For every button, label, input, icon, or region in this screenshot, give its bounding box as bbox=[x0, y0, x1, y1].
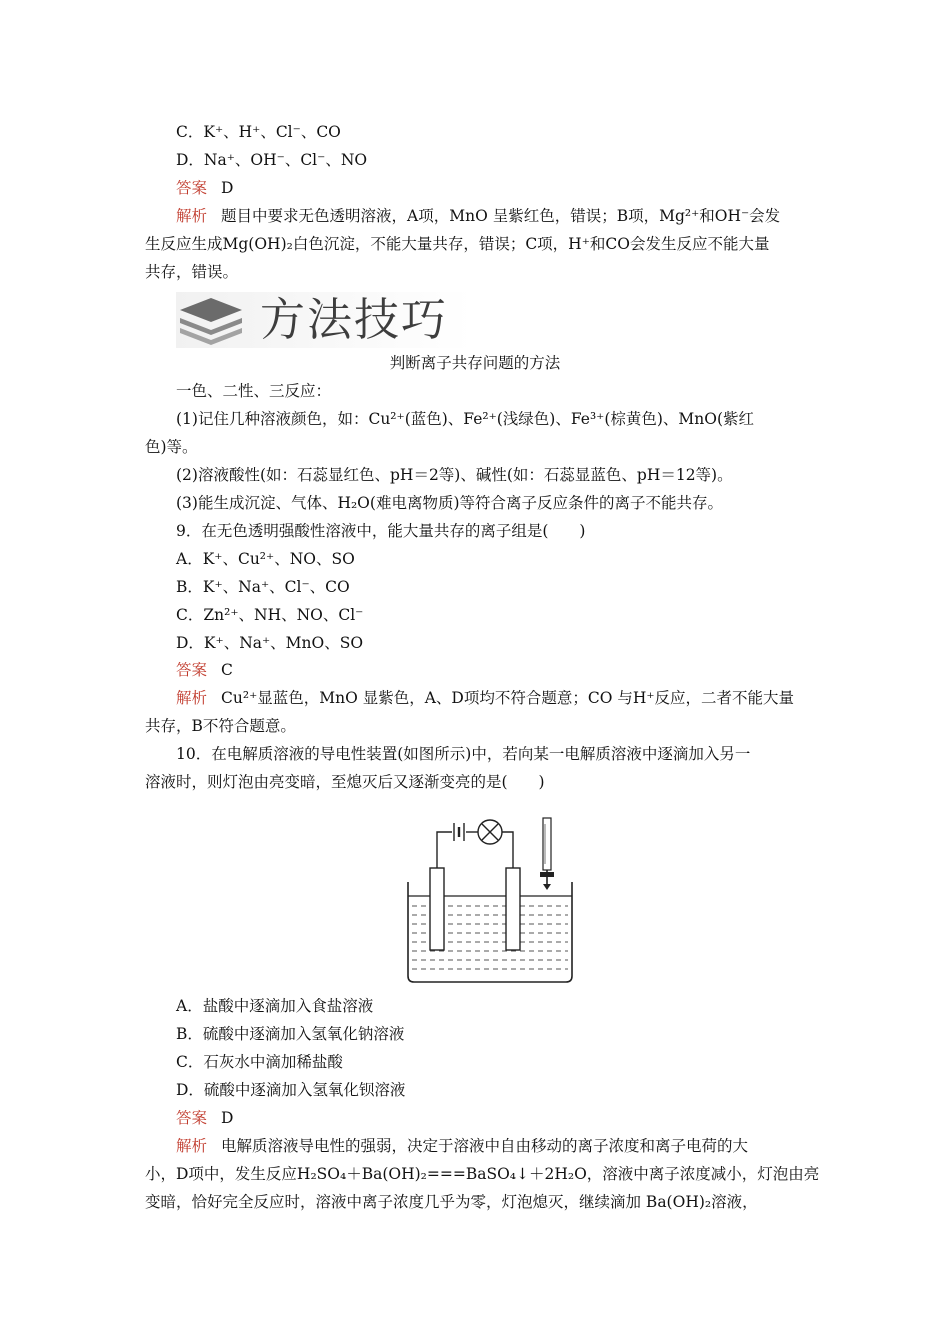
answer-value: D bbox=[221, 1109, 234, 1127]
answer-label: 答案 bbox=[176, 179, 208, 197]
method-item-1-line-2: 色)等。 bbox=[145, 438, 198, 456]
q10-analysis-line-1 bbox=[176, 1136, 748, 1156]
stacked-layers-icon bbox=[176, 292, 246, 348]
q8-option-c: C．K⁺、H⁺、Cl⁻、CO bbox=[176, 123, 341, 141]
q10-analysis-line-3: 变暗，恰好完全反应时，溶液中离子浓度几乎为零，灯泡熄灭，继续滴加 Ba(OH)₂溶液， bbox=[145, 1193, 758, 1211]
q10-stem-line-1: 10．在电解质溶液的导电性装置(如图所示)中，若向某一电解质溶液中逐滴加入另一 bbox=[176, 745, 751, 763]
q9-option-d: D．K⁺、Na⁺、MnO、SO bbox=[176, 634, 364, 652]
conductivity-apparatus-figure bbox=[396, 796, 592, 992]
q9-option-a: A．K⁺、Cu²⁺、NO、SO bbox=[176, 550, 355, 568]
q9-option-b: B．K⁺、Na⁺、Cl⁻、CO bbox=[176, 578, 350, 596]
analysis-label: 解析 bbox=[176, 207, 208, 225]
banner-title: 方法技巧 bbox=[260, 293, 449, 346]
method-intro: 一色、二性、三反应： bbox=[176, 382, 332, 400]
analysis-text: Cu²⁺显蓝色，MnO 显紫色，A、D项均不符合题意；CO 与H⁺反应，二者不能大量 bbox=[221, 689, 795, 707]
q10-answer bbox=[176, 1108, 233, 1128]
q8-analysis-line-2: 生反应生成Mg(OH)₂白色沉淀，不能大量共存，错误；C项，H⁺和CO会发生反应不能大量 bbox=[145, 235, 770, 253]
q8-option-d: D．Na⁺、OH⁻、Cl⁻、NO bbox=[176, 151, 368, 169]
analysis-text: 电解质溶液导电性的强弱，决定于溶液中自由移动的离子浓度和离子电荷的大 bbox=[221, 1137, 749, 1155]
q9-option-c: C．Zn²⁺、NH、NO、Cl⁻ bbox=[176, 606, 364, 624]
q10-option-c: C．石灰水中滴加稀盐酸 bbox=[176, 1053, 343, 1071]
method-subtitle: 判断离子共存问题的方法 bbox=[389, 354, 561, 372]
q9-analysis-line-2: 共存，B不符合题意。 bbox=[145, 717, 296, 735]
analysis-label: 解析 bbox=[176, 1137, 208, 1155]
method-item-2: (2)溶液酸性(如：石蕊显红色、pH＝2等)、碱性(如：石蕊显蓝色、pH＝12等)。 bbox=[176, 466, 733, 484]
answer-label: 答案 bbox=[176, 661, 208, 679]
apparatus-diagram bbox=[396, 796, 592, 992]
q8-analysis-line-3: 共存，错误。 bbox=[145, 263, 239, 281]
q8-analysis-line-1 bbox=[176, 206, 780, 226]
q10-option-d: D．硫酸中逐滴加入氢氧化钡溶液 bbox=[176, 1081, 406, 1099]
q10-stem-line-2: 溶液时，则灯泡由亮变暗，至熄灭后又逐渐变亮的是( ) bbox=[145, 773, 545, 791]
q9-answer bbox=[176, 660, 233, 680]
q10-option-b: B．硫酸中逐滴加入氢氧化钠溶液 bbox=[176, 1025, 405, 1043]
q9-analysis-line-1 bbox=[176, 688, 794, 708]
q8-answer bbox=[176, 178, 233, 198]
analysis-text: 题目中要求无色透明溶液，A项，MnO 呈紫红色，错误；B项，Mg²⁺和OH⁻会发 bbox=[221, 207, 781, 225]
q9-stem: 9．在无色透明强酸性溶液中，能大量共存的离子组是( ) bbox=[176, 522, 586, 540]
method-item-1-line-1: (1)记住几种溶液颜色，如：Cu²⁺(蓝色)、Fe²⁺(浅绿色)、Fe³⁺(棕黄色)、MnO(紫红 bbox=[176, 410, 755, 428]
analysis-label: 解析 bbox=[176, 689, 208, 707]
answer-value: C bbox=[221, 661, 233, 679]
q10-analysis-line-2: 小，D项中，发生反应H₂SO₄＋Ba(OH)₂===BaSO₄↓＋2H₂O，溶液中离子浓度减小，灯泡由亮 bbox=[145, 1165, 820, 1183]
answer-value: D bbox=[221, 179, 234, 197]
q10-option-a: A．盐酸中逐滴加入食盐溶液 bbox=[176, 997, 374, 1015]
method-banner bbox=[176, 292, 472, 348]
method-item-3: (3)能生成沉淀、气体、H₂O(难电离物质)等符合离子反应条件的离子不能共存。 bbox=[176, 494, 723, 512]
answer-label: 答案 bbox=[176, 1109, 208, 1127]
